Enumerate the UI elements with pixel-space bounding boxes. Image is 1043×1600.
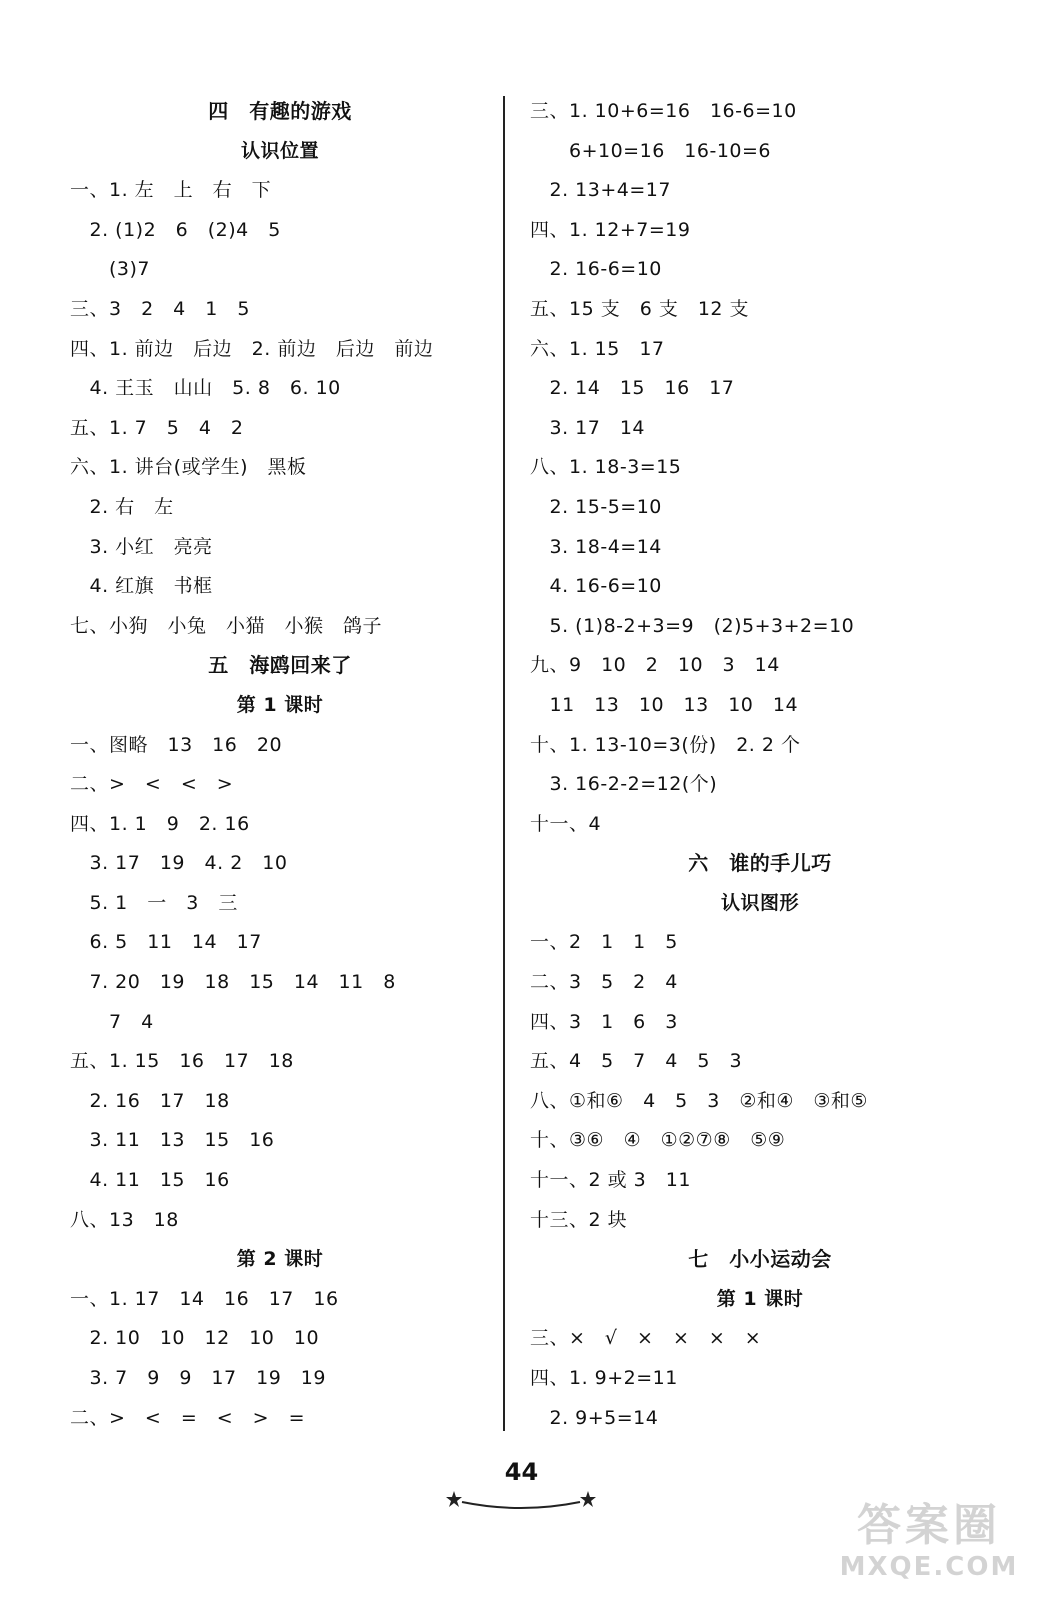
watermark-logo [829,1500,1029,1592]
answer-line: 二、> < < > [70,773,234,796]
answer-line: 一、图略 13 16 20 [70,733,283,756]
answer-line: 一、1. 17 14 16 17 16 [70,1287,339,1310]
star-left-icon [446,1491,462,1507]
answer-line: 十、③⑥ ④ ①②⑦⑧ ⑤⑨ [530,1129,786,1152]
answer-line: 2. 9+5=14 [530,1406,659,1429]
right-column [530,92,990,1438]
answer-line: 十一、4 [530,812,602,835]
answer-line: 二、3 5 2 4 [530,971,678,994]
answer-line: 3. 18-4=14 [530,535,662,558]
answer-line: 3. 16-2-2=12(个) [530,773,718,796]
answer-line: 五、1. 15 16 17 18 [70,1050,294,1073]
answer-line: 3. 7 9 9 17 19 19 [70,1367,326,1389]
answer-line: 3. 小红 亮亮 [70,535,213,558]
answer-line: 2. 14 15 16 17 [530,377,735,400]
answer-line: 四、1. 12+7=19 [530,218,691,241]
answer-line: 6+10=16 16-10=6 [530,139,771,162]
answer-line: 六、1. 讲台(或学生) 黑板 [70,456,307,479]
answer-line: 2. 右 左 [70,495,174,518]
watermark-sub: MXQE.COM [839,1552,1019,1582]
answer-line: 十一、2 或 3 11 [530,1169,691,1192]
answer-line: 七、小狗 小兔 小猫 小猴 鸽子 [70,614,383,637]
section-heading: 七 小小运动会 [688,1247,832,1272]
answer-line: 八、13 18 [70,1208,179,1231]
answer-line: 二、> < = < > = [70,1406,306,1429]
answer-line: 5. 1 一 3 三 [70,891,238,914]
section-heading: 五 海鸥回来了 [208,653,352,678]
answer-line: 7. 20 19 18 15 14 11 8 [70,971,396,994]
left-column [70,92,490,1438]
answer-line: 四、1. 9+2=11 [530,1367,678,1389]
answer-line: 八、1. 18-3=15 [530,456,682,479]
answer-line: 7 4 [70,1010,154,1033]
answer-line: 3. 11 13 15 16 [70,1129,275,1152]
answer-line: 十、1. 13-10=3(份) 2. 2 个 [530,733,801,756]
subsection-heading: 第 2 课时 [236,1248,324,1271]
section-heading: 四 有趣的游戏 [208,99,352,123]
answer-line: 五、1. 7 5 4 2 [70,416,244,439]
answer-line: 九、9 10 2 10 3 14 [530,654,780,677]
answer-line: 三、1. 10+6=16 16-6=10 [530,100,797,122]
star-right-icon [580,1491,596,1507]
answer-line: 2. 10 10 12 10 10 [70,1327,320,1350]
answer-line: 一、1. 左 上 右 下 [70,179,272,202]
column-divider [503,96,505,1431]
answer-line: 三、3 2 4 1 5 [70,297,250,320]
answer-line: 四、1. 1 9 2. 16 [70,812,250,835]
answer-line: 4. 11 15 16 [70,1169,230,1192]
answer-line: 3. 17 14 [530,416,646,439]
answer-line: 2. 15-5=10 [530,495,662,518]
subsection-heading: 认识位置 [240,139,319,162]
subsection-heading: 第 1 课时 [716,1287,804,1310]
answer-line: 3. 17 19 4. 2 10 [70,852,288,875]
answer-line: 11 13 10 13 10 14 [530,693,799,716]
page-footer [0,1458,1043,1486]
answer-line: (3)7 [70,258,151,281]
ornament-curve [462,1502,580,1508]
answer-line: 2. 13+4=17 [530,179,671,202]
watermark-main: 答案圈 [857,1500,1001,1551]
answer-line: 六、1. 15 17 [530,337,665,360]
answer-line: 四、1. 前边 后边 2. 前边 后边 前边 [70,337,434,360]
answer-line: 八、①和⑥ 4 5 3 ②和④ ③和⑤ [530,1089,868,1112]
answer-line: 2. (1)2 6 (2)4 5 [70,218,281,241]
answer-line: 五、4 5 7 4 5 3 [530,1050,743,1073]
answer-line: 4. 16-6=10 [530,575,662,598]
footer-ornament [446,1488,596,1518]
answer-line: 4. 王玉 山山 5. 8 6. 10 [70,377,341,400]
answer-line: 6. 5 11 14 17 [70,931,262,954]
answer-line: 四、3 1 6 3 [530,1010,678,1033]
answer-line: 十三、2 块 [530,1208,628,1231]
answer-line: 4. 红旗 书框 [70,575,213,598]
subsection-heading: 第 1 课时 [236,693,324,716]
answer-line: 五、15 支 6 支 12 支 [530,297,750,320]
answer-line: 三、× √ × × × × [530,1327,762,1350]
answer-line: 5. (1)8-2+3=9 (2)5+3+2=10 [530,614,855,637]
answer-line: 2. 16 17 18 [70,1089,230,1112]
answer-line: 一、2 1 1 5 [530,931,678,954]
answer-line: 2. 16-6=10 [530,258,662,281]
section-heading: 六 谁的手儿巧 [688,851,832,876]
subsection-heading: 认识图形 [720,891,799,914]
page-number: 44 [504,1458,539,1486]
